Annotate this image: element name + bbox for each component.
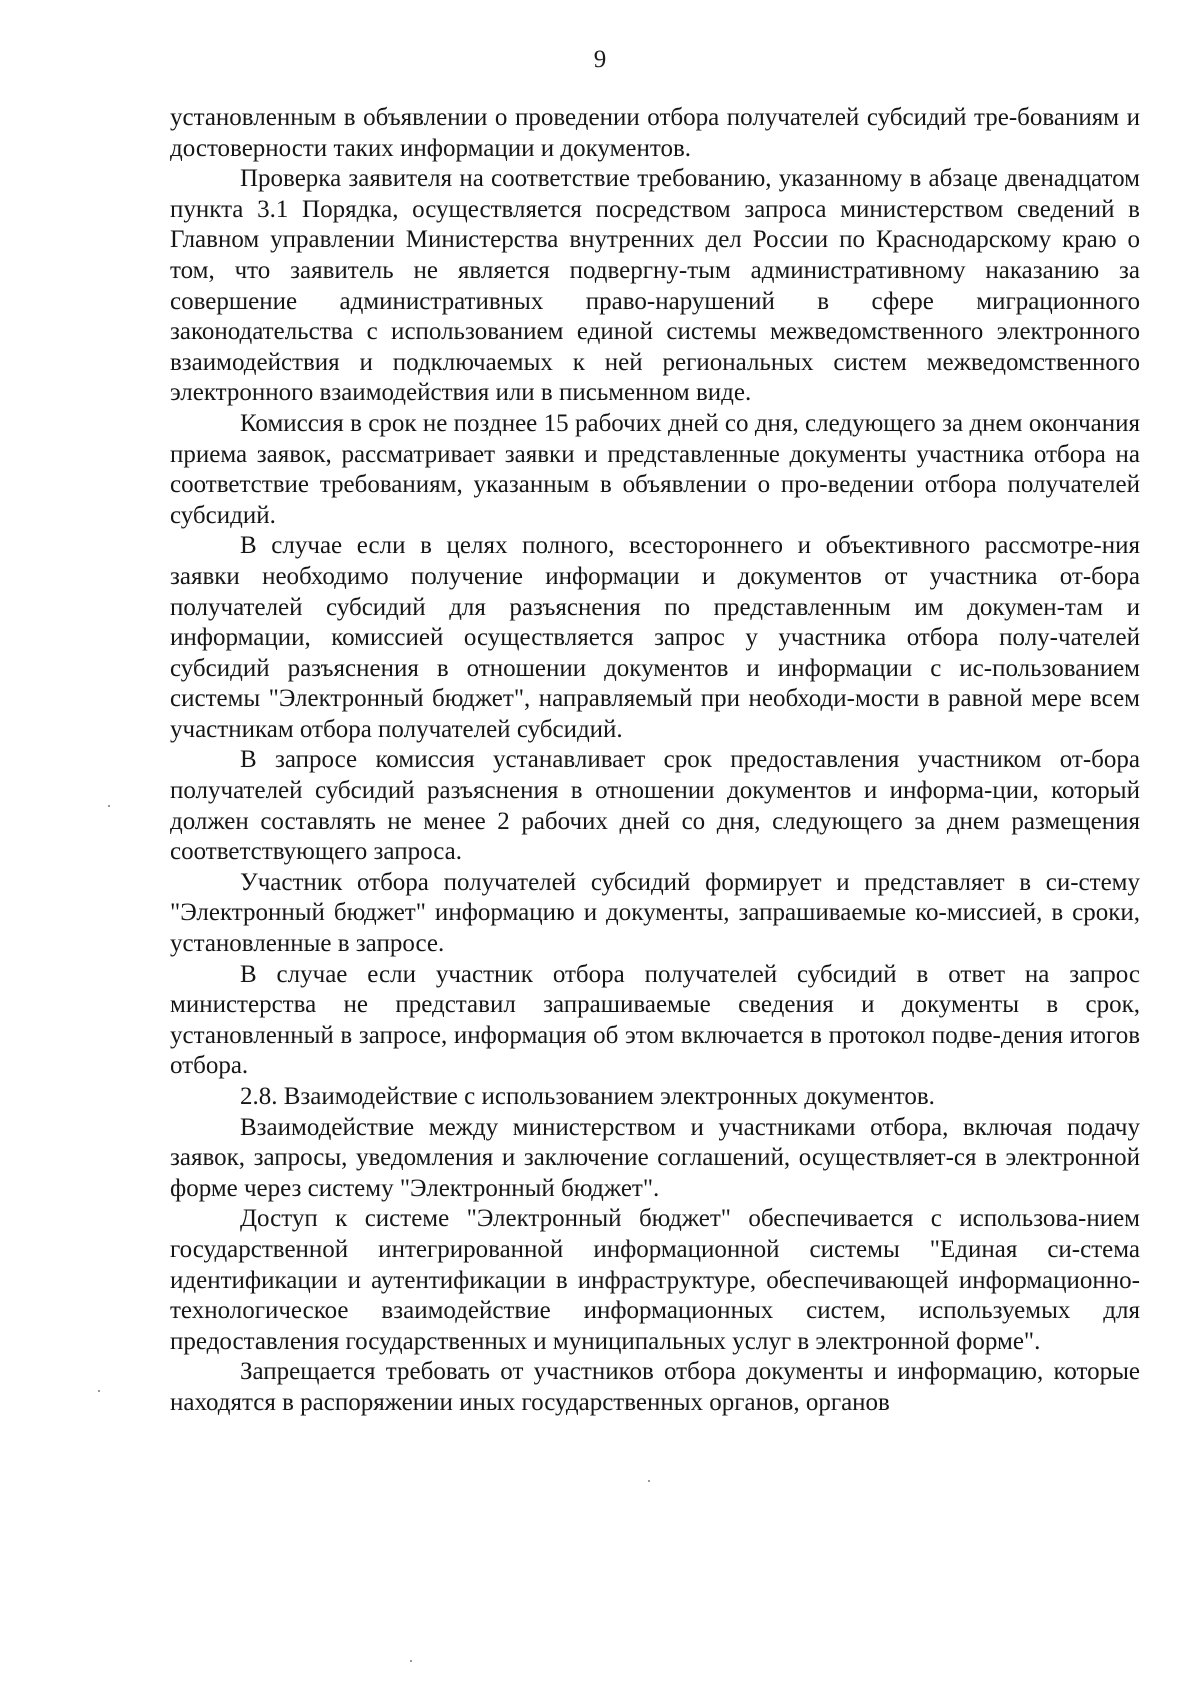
paragraph-continuation: установленным в объявлении о проведении отбора получателей субсидий тре-бованиям и достоверности таких информации и документов.: [170, 104, 1140, 162]
page-number: 9: [593, 46, 607, 73]
paragraph-request-deadline: В запросе комиссия устанавливает срок предоставления участником от-бора получателей субсидий разъяснения в отношении документов и информа-ции, который должен составлять не менее 2 рабочих дней со дня, следующего за днем размещения соответствующего запроса.: [170, 746, 1140, 866]
document-body: [170, 103, 1140, 1419]
paragraph-applicant-check: Проверка заявителя на соответствие требованию, указанному в абзаце двенадцатом пункта 3.1 Порядка, осуществляется посредством запроса министерством сведений в Главном управлении Министерства внутренних дел России по Краснодарскому краю о том, что заявитель не является подвергну-тым административному наказанию за совершение административных право-нарушений в сфере миграционного законодательства с использованием единой системы межведомственного электронного взаимодействия и подключаемых к ней региональных систем межведомственного электронного взаимодействия или в письменном виде.: [170, 165, 1140, 407]
scan-speck: [98, 1390, 100, 1392]
paragraph-commission-review: Комиссия в срок не позднее 15 рабочих дней со дня, следующего за днем окончания приема заявок, рассматривает заявки и представленные документы участника отбора на соответствие требованиям, указанным в объявлении о про-ведении отбора получателей субсидий.: [170, 409, 1140, 529]
paragraph-system-access: Доступ к системе "Электронный бюджет" обеспечивается с использова-нием государственной интегрированной информационной системы "Единая си-стема идентификации и аутентификации в инфраструктуре, обеспечивающей информационно-технологическое взаимодействие информационных систем, используемых для предоставления государственных и муниципальных услуг в электронной форме".: [170, 1205, 1140, 1355]
scan-speck: [648, 1480, 650, 1482]
scan-speck: [410, 1660, 412, 1662]
scan-speck: [108, 805, 110, 807]
paragraph-participant-response: Участник отбора получателей субсидий формирует и представляет в си-стему "Электронный бюджет" информацию и документы, запрашиваемые ко-миссией, в сроки, установленные в запросе.: [170, 868, 1140, 958]
paragraph-electronic-interaction: Взаимодействие между министерством и участниками отбора, включая подачу заявок, запросы, уведомления и заключение соглашений, осуществляет-ся в электронной форме через систему "Электронный бюджет".: [170, 1113, 1140, 1202]
paragraph-prohibition: Запрещается требовать от участников отбора документы и информацию, которые находятся в распоряжении иных государственных органов, органов: [170, 1358, 1140, 1416]
section-heading-2-8: 2.8. Взаимодействие с использованием электронных документов.: [240, 1083, 935, 1110]
paragraph-clarification-request: В случае если в целях полного, всестороннего и объективного рассмотре-ния заявки необходимо получение информации и документов от участника от-бора получателей субсидий для разъяснения по представленным им докумен-там и информации, комиссией осуществляется запрос у участника отбора полу-чателей субсидий разъяснения в отношении документов и информации с ис-пользованием системы "Электронный бюджет", направляемый при необходи-мости в равной мере всем участникам отбора получателей субсидий.: [170, 532, 1140, 743]
paragraph-no-response: В случае если участник отбора получателей субсидий в ответ на запрос министерства не представил запрашиваемые сведения и документы в срок, установленный в запросе, информация об этом включается в протокол подве-дения итогов отбора.: [170, 960, 1140, 1080]
